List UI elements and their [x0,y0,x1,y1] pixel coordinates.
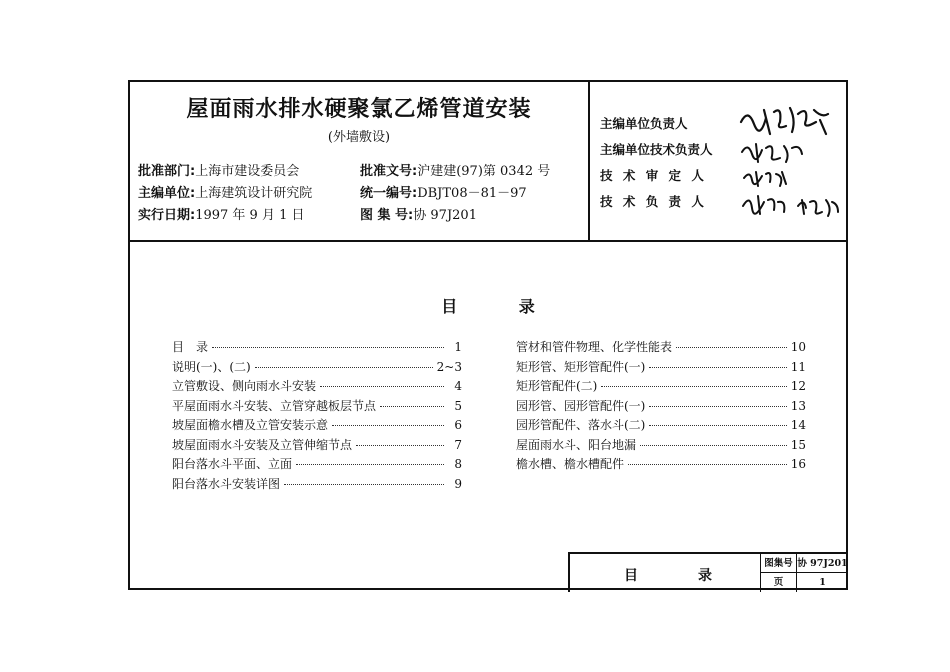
toc-leader-dots [320,386,444,387]
header-info [130,82,590,240]
page-value-cell: 1 [819,577,826,588]
toc-entry [516,358,806,378]
atlas-no [360,204,477,223]
title-block-name-left: 目 [624,568,638,584]
toc-entry-page: 10 [790,340,806,354]
signature-3 [740,166,790,190]
approval-dept-value: 上海市建设委员会 [195,164,300,179]
toc-leader-dots [284,484,444,485]
title-block [568,552,848,592]
toc-entry-label: 平屋面雨水斗安装、立管穿越板层节点 [172,398,377,413]
toc-leader-dots [380,406,444,407]
toc-entry-page: 5 [454,398,462,413]
responsible-technical: 主编单位技术负责人 [600,142,713,157]
editor-unit [138,182,312,201]
approval-doc [360,160,550,179]
atlas-label-cell: 图集号 [761,554,797,573]
toc-entry-page: 9 [454,476,462,491]
toc-entry-page: 11 [790,359,806,374]
toc-leader-dots [649,367,786,368]
toc-entry-label: 园形管配件、落水斗(二) [516,418,646,432]
effective-date-label: 实行日期: [138,208,196,223]
toc-entry [172,397,462,417]
approval-doc-value: 沪建建(97)第 0342 号 [417,164,551,179]
page-title: 屋面雨水排水硬聚氯乙烯管道安装 [186,97,532,122]
toc-entry [172,455,462,475]
toc-entry-page: 15 [790,437,806,452]
title-block-name-right: 录 [698,568,712,584]
effective-date [138,204,305,223]
signature-2 [738,138,808,166]
toc-entry-page: 16 [790,457,806,471]
toc-leader-dots [649,425,786,426]
title-block-name [570,554,761,592]
editor-unit-value: 上海建筑设计研究院 [195,186,313,201]
toc-entry-page: 8 [454,457,462,471]
toc-entry [172,377,462,397]
toc-entry-label: 说明(一)、(二) [172,359,251,374]
toc-entry-page: 2~3 [436,359,462,374]
responsible-editor-unit: 主编单位负责人 [600,116,688,131]
atlas-no-value: 协 97J201 [413,208,477,223]
approval-doc-label: 批准文号: [360,164,418,179]
toc-entry-label: 屋面雨水斗、阳台地漏 [516,437,637,452]
toc-entry-page: 7 [454,437,462,452]
page-subtitle: (外墙敷设) [327,130,391,145]
toc-entry [516,377,806,397]
toc-leader-dots [212,347,444,348]
toc-entry-label: 阳台落水斗安装详图 [172,476,281,491]
toc-entry [172,338,462,358]
toc-entry-label: 阳台落水斗平面、立面 [172,457,293,471]
toc-leader-dots [649,406,786,407]
toc-entry-page: 4 [454,379,462,393]
effective-date-value: 1997 年 9 月 1 日 [195,208,305,223]
toc-entry-label: 坡屋面雨水斗安装及立管伸缩节点 [172,437,353,452]
toc-leader-dots [356,445,444,446]
toc-entry [172,475,462,495]
toc-leader-dots [296,464,444,465]
toc-entry [172,416,462,436]
signature-4 [740,192,790,218]
toc-entry-label: 坡屋面檐水槽及立管安装示意 [172,418,329,432]
unified-no-label: 统一编号: [360,186,418,201]
signature-1 [736,100,836,140]
toc-right-column [516,338,806,475]
toc-entry [172,358,462,378]
toc-entry-page: 1 [454,340,462,354]
atlas-value-cell: 协 97J201 [797,554,848,573]
toc-entry [516,436,806,456]
toc-leader-dots [640,445,787,446]
toc-entry-page: 13 [790,398,806,413]
toc-entry-page: 12 [790,379,806,393]
toc-entry-page: 6 [454,418,462,432]
editor-unit-label: 主编单位: [138,186,196,201]
toc-leader-dots [676,347,787,348]
toc-entry [516,338,806,358]
approval-dept-label: 批准部门: [138,164,196,179]
toc-leader-dots [601,386,786,387]
signature-5 [794,194,842,218]
drawing-frame [128,80,848,590]
toc-entry-page: 14 [790,418,806,432]
responsible-reviewer: 技 术 审 定 人 [600,168,707,183]
toc-entry-label: 目 录 [172,340,209,354]
toc-title: 目 录 [441,297,563,316]
toc-leader-dots [255,367,433,368]
toc-entry-label: 园形管、园形管配件(一) [516,398,646,413]
toc-leader-dots [628,464,787,465]
responsible-tech-lead: 技 术 负 责 人 [600,194,707,209]
header-block [130,82,846,242]
toc-leader-dots [332,425,444,426]
toc-entry-label: 檐水槽、檐水槽配件 [516,457,625,471]
unified-no [360,182,527,201]
toc-left-column [172,338,462,494]
page-label-cell: 页 [761,573,797,592]
toc-entry-label: 矩形管配件(二) [516,379,598,393]
toc-entry [516,416,806,436]
toc-entry [172,436,462,456]
toc-entry [516,397,806,417]
toc-entry-label: 管材和管件物理、化学性能表 [516,340,673,354]
unified-no-value: DBJT08－81－97 [417,186,527,201]
toc-entry-label: 立管敷设、侧向雨水斗安装 [172,379,317,393]
atlas-no-label: 图 集 号: [360,208,414,223]
approval-dept [138,160,299,179]
toc-entry [516,455,806,475]
toc-entry-label: 矩形管、矩形管配件(一) [516,359,646,374]
